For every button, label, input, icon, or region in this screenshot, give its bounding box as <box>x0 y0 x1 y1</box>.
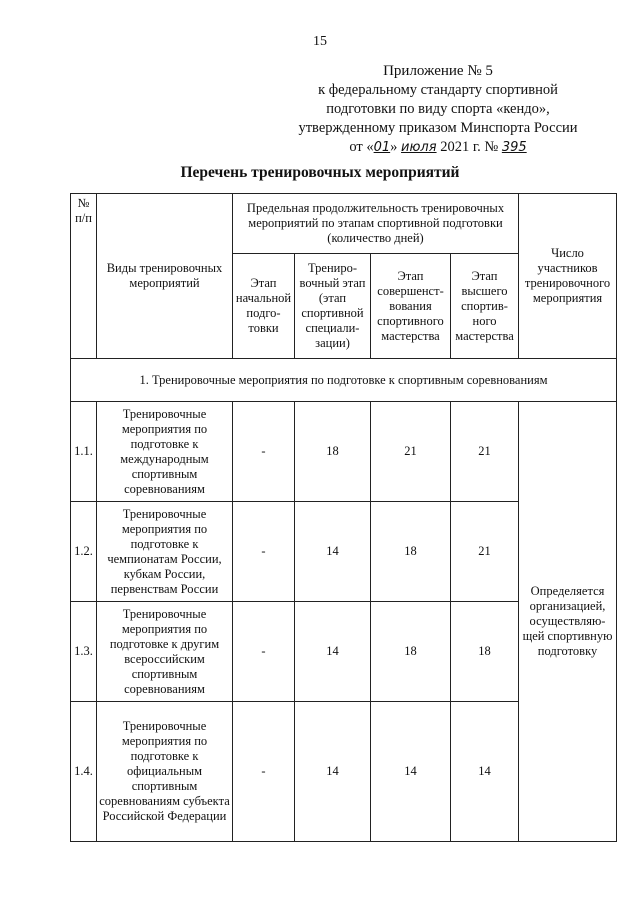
date-year: 2021 г. № <box>440 139 499 155</box>
date-day: 01 <box>373 140 391 155</box>
appendix-line: подготовки по виду спорта «кендо», <box>326 101 550 117</box>
section-row <box>71 359 617 402</box>
row-value: 14 <box>295 702 371 842</box>
participants-value: Определяется организацией, осуществляю-щей спортивную подготовку <box>519 402 617 842</box>
appendix-line: к федеральному стандарту спортивной <box>318 82 558 98</box>
row-value: 18 <box>371 502 451 602</box>
header-types: Виды тренировочных мероприятий <box>97 194 233 359</box>
row-num: 1.3. <box>71 602 97 702</box>
header-row <box>71 194 617 254</box>
header-participants: Число участников тренировочного мероприятия <box>519 194 617 359</box>
row-value: - <box>233 702 295 842</box>
row-value: 18 <box>371 602 451 702</box>
appendix-date-line <box>288 138 588 157</box>
row-value: 21 <box>451 402 519 502</box>
row-num: 1.2. <box>71 502 97 602</box>
training-events-table <box>70 193 617 842</box>
header-stage-highest: Этап высшего спортив-ного мастерства <box>451 254 519 359</box>
row-num: 1.1. <box>71 402 97 502</box>
appendix-line: утвержденному приказом Минспорта России <box>298 120 578 136</box>
row-value: 14 <box>371 702 451 842</box>
row-value: 18 <box>295 402 371 502</box>
row-value: 21 <box>371 402 451 502</box>
header-stage-initial: Этап начальной подго-товки <box>233 254 295 359</box>
header-duration-group: Предельная продолжительность тренировочных мероприятий по этапам спортивной подготовки (количество дней) <box>233 194 519 254</box>
date-prefix: от « <box>349 139 374 155</box>
header-stage-training: Трениро-вочный этап (этап спортивной специали-зации) <box>295 254 371 359</box>
row-name: Тренировочные мероприятия по подготовке к официальным спортивным соревнованиям субъекта Российской Федерации <box>97 702 233 842</box>
row-name: Тренировочные мероприятия по подготовке к чемпионатам России, кубкам России, первенствам России <box>97 502 233 602</box>
row-value: - <box>233 502 295 602</box>
row-value: 21 <box>451 502 519 602</box>
row-value: 18 <box>451 602 519 702</box>
appendix-title: Приложение № 5 <box>383 63 493 79</box>
header-num: № п/п <box>71 194 97 359</box>
date-mid: » <box>390 139 398 155</box>
page-number: 15 <box>313 34 327 49</box>
row-value: 14 <box>451 702 519 842</box>
section-title: 1. Тренировочные мероприятия по подготовке к спортивным соревнованиям <box>71 359 617 402</box>
row-value: - <box>233 602 295 702</box>
row-value: 14 <box>295 602 371 702</box>
header-stage-improvement: Этап совершенст-вования спортивного мастерства <box>371 254 451 359</box>
row-name: Тренировочные мероприятия по подготовке к международным спортивным соревнованиям <box>97 402 233 502</box>
order-number: 395 <box>501 140 527 155</box>
row-name: Тренировочные мероприятия по подготовке к другим всероссийским спортивным соревнованиям <box>97 602 233 702</box>
document-title: Перечень тренировочных мероприятий <box>180 164 460 181</box>
appendix-header <box>288 62 588 157</box>
table-row <box>71 402 617 502</box>
row-value: 14 <box>295 502 371 602</box>
row-num: 1.4. <box>71 702 97 842</box>
date-month: июля <box>401 140 437 155</box>
row-value: - <box>233 402 295 502</box>
